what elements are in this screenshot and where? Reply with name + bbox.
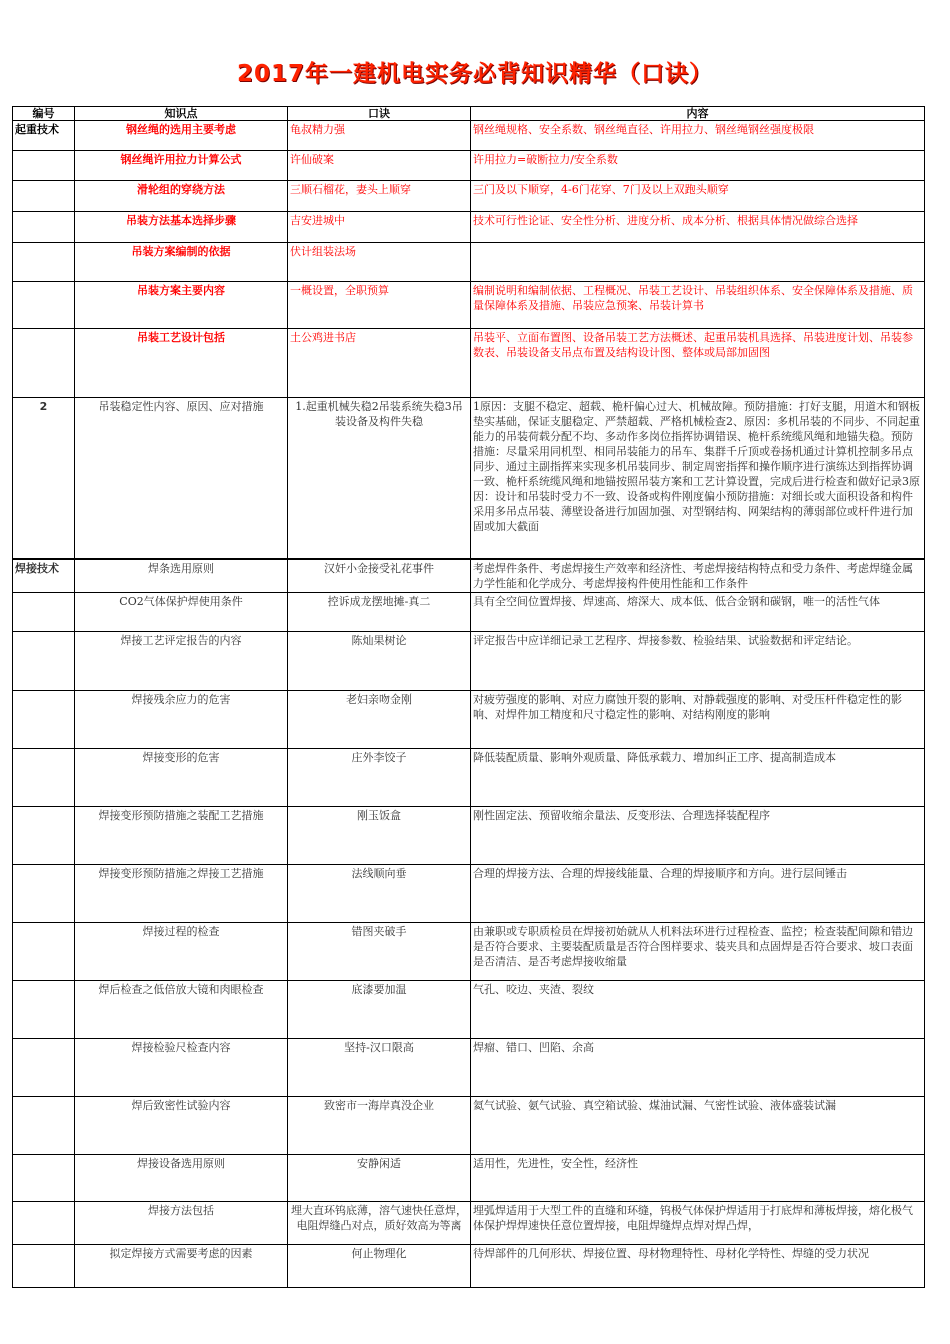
knowledge-point-cell: 焊接设备选用原则 <box>75 1154 288 1201</box>
mnemonic-cell: 刚玉饭盒 <box>288 806 471 864</box>
page-title: 2017年一建机电实务必背知识精华（口诀） <box>236 61 713 87</box>
row-number-cell <box>13 1154 75 1201</box>
row-number-cell <box>13 690 75 748</box>
content-cell: 钢丝绳规格、安全系数、钢丝绳直径、许用拉力、钢丝绳钢丝强度极限 <box>471 121 925 151</box>
row-number-cell <box>13 151 75 181</box>
row-number-cell <box>13 980 75 1038</box>
knowledge-point-cell: 焊接变形的危害 <box>75 748 288 806</box>
table-row <box>13 329 925 398</box>
table-row <box>13 1038 925 1096</box>
table-row <box>13 922 925 980</box>
knowledge-point-cell: 钢丝绳许用拉力计算公式 <box>75 151 288 181</box>
table-row <box>13 1154 925 1201</box>
table-row <box>13 748 925 806</box>
content-cell: 考虑焊件条件、考虑焊接生产效率和经济性、考虑焊接结构特点和受力条件、考虑焊缝金属力学性能和化学成分、考虑焊接构件使用性能和工作条件 <box>471 559 925 593</box>
knowledge-point-cell: 吊装方案编制的依据 <box>75 243 288 282</box>
mnemonic-cell: 安静闲适 <box>288 1154 471 1201</box>
content-cell: 焊瘤、错口、凹陷、余高 <box>471 1038 925 1096</box>
content-cell: 埋弧焊适用于大型工件的直缝和环缝，钨极气体保护焊适用于打底焊和薄板焊接，熔化极气体保护焊焊速快任意位置焊接，电阻焊缝焊点焊对焊凸焊， <box>471 1201 925 1244</box>
table-row <box>13 690 925 748</box>
mnemonic-cell: 许仙破案 <box>288 151 471 181</box>
knowledge-point-cell: 焊接方法包括 <box>75 1201 288 1244</box>
knowledge-point-cell: 滑轮组的穿绕方法 <box>75 181 288 212</box>
mnemonic-cell: 坚持-汉口限高 <box>288 1038 471 1096</box>
table-row <box>13 559 925 593</box>
row-number-cell <box>13 1244 75 1287</box>
table-row <box>13 212 925 243</box>
knowledge-point-cell: 吊装工艺设计包括 <box>75 329 288 398</box>
row-number-cell <box>13 181 75 212</box>
content-cell: 具有全空间位置焊接、焊速高、熔深大、成本低、低合金钢和碳钢，唯一的活性气体 <box>471 592 925 631</box>
content-cell <box>471 243 925 282</box>
row-number-cell <box>13 1201 75 1244</box>
header-content: 内容 <box>471 107 925 121</box>
knowledge-point-cell: 焊接过程的检查 <box>75 922 288 980</box>
content-cell: 1原因：支腿不稳定、超载、桅杆偏心过大、机械故障。预防措施：打好支腿，用道木和钢板垫实基础，保证支腿稳定、严禁超载、严格机械检查2、原因：多机吊装的不同步、不同起重能力的吊装荷载分配不均、多动作多岗位指挥协调错误、桅杆系统缆风绳和地锚失稳。预防措施：尽量采用同机型、相同吊装能力的吊车、集群千斤顶或卷扬机通过计算机控制多吊点同步、通过主副指挥来实现多机吊装同步、制定周密指挥和操作顺序进行演练达到指挥协调一致、桅杆系统缆风绳和地锚按照吊装方案和工艺计算设置，完成后进行检查和做好记录3原因：设计和吊装时受力不一致、设备或构件刚度偏小预防措施：对细长或大面积设备和构件采用多吊点吊装、薄壁设备进行加固加强、对型钢结构、网架结构的薄弱部位或杆件进行加固或加大截面 <box>471 398 925 559</box>
table-row <box>13 1244 925 1287</box>
knowledge-point-cell: 焊后检查之低倍放大镜和肉眼检查 <box>75 980 288 1038</box>
content-cell: 对疲劳强度的影响、对应力腐蚀开裂的影响、对静载强度的影响、对受压杆件稳定性的影响、对焊件加工精度和尺寸稳定性的影响、对结构刚度的影响 <box>471 690 925 748</box>
content-cell: 由兼职或专职质检员在焊接初始就从人机料法环进行过程检查、监控；检查装配间隙和错边是否符合要求、主要装配质量是否符合图样要求、装夹具和点固焊是否符合要求、坡口表面是否清洁、是否考虑焊接收缩量 <box>471 922 925 980</box>
table-row <box>13 631 925 690</box>
table-row <box>13 181 925 212</box>
knowledge-point-cell: 焊接变形预防措施之装配工艺措施 <box>75 806 288 864</box>
content-cell: 待焊部件的几何形状、焊接位置、母材物理特性、母材化学特性、焊缝的受力状况 <box>471 1244 925 1287</box>
row-number-cell <box>13 748 75 806</box>
content-cell: 许用拉力=破断拉力/安全系数 <box>471 151 925 181</box>
table-row <box>13 864 925 922</box>
mnemonic-cell: 底漆要加温 <box>288 980 471 1038</box>
content-cell: 技术可行性论证、安全性分析、进度分析、成本分析、根据具体情况做综合选择 <box>471 212 925 243</box>
content-cell: 合理的焊接方法、合理的焊接线能量、合理的焊接顺序和方向。进行层间锤击 <box>471 864 925 922</box>
table-row <box>13 980 925 1038</box>
table-row <box>13 1201 925 1244</box>
row-number-cell <box>13 922 75 980</box>
mnemonic-cell: 1.起重机械失稳2吊装系统失稳3吊装设备及构件失稳 <box>288 398 471 559</box>
row-number-cell <box>13 806 75 864</box>
content-cell: 降低装配质量、影响外观质量、降低承载力、增加纠正工序、提高制造成本 <box>471 748 925 806</box>
knowledge-point-cell: 焊接变形预防措施之焊接工艺措施 <box>75 864 288 922</box>
row-number-cell <box>13 1096 75 1154</box>
table-row <box>13 121 925 151</box>
mnemonic-cell: 汉奸小金接受礼花事件 <box>288 559 471 593</box>
knowledge-point-cell: 焊接残余应力的危害 <box>75 690 288 748</box>
mnemonic-cell: 三顺石榴花，妻头上顺穿 <box>288 181 471 212</box>
row-number-cell: 焊接技术 <box>13 559 75 593</box>
row-number-cell: 2 <box>13 398 75 559</box>
header-row <box>13 107 925 121</box>
content-cell: 气孔、咬边、夹渣、裂纹 <box>471 980 925 1038</box>
mnemonic-cell: 何止物理化 <box>288 1244 471 1287</box>
mnemonic-cell: 吉安进城中 <box>288 212 471 243</box>
content-cell: 氦气试验、氨气试验、真空箱试验、煤油试漏、气密性试验、液体盛装试漏 <box>471 1096 925 1154</box>
knowledge-point-cell: 焊条选用原则 <box>75 559 288 593</box>
mnemonic-cell: 错图夹破手 <box>288 922 471 980</box>
row-number-cell <box>13 212 75 243</box>
mnemonic-cell: 控诉成龙摆地摊-真二 <box>288 592 471 631</box>
knowledge-point-cell: CO2气体保护焊使用条件 <box>75 592 288 631</box>
knowledge-point-cell: 吊装稳定性内容、原因、应对措施 <box>75 398 288 559</box>
row-number-cell <box>13 592 75 631</box>
mnemonic-cell: 陈灿果树论 <box>288 631 471 690</box>
header-knowledge-point: 知识点 <box>75 107 288 121</box>
knowledge-point-cell: 钢丝绳的选用主要考虑 <box>75 121 288 151</box>
knowledge-point-cell: 吊装方案主要内容 <box>75 282 288 329</box>
table-row <box>13 243 925 282</box>
table-row <box>13 592 925 631</box>
table-row <box>13 806 925 864</box>
content-cell: 适用性，先进性，安全性，经济性 <box>471 1154 925 1201</box>
mnemonic-cell: 法线顺向垂 <box>288 864 471 922</box>
mnemonic-cell: 致密市一海岸真没企业 <box>288 1096 471 1154</box>
row-number-cell <box>13 1038 75 1096</box>
table-row <box>13 398 925 559</box>
knowledge-point-cell: 拟定焊接方式需要考虑的因素 <box>75 1244 288 1287</box>
mnemonic-cell: 老妇亲吻金刚 <box>288 690 471 748</box>
row-number-cell: 起重技术 <box>13 121 75 151</box>
row-number-cell <box>13 631 75 690</box>
knowledge-point-cell: 焊接工艺评定报告的内容 <box>75 631 288 690</box>
row-number-cell <box>13 329 75 398</box>
mnemonic-cell: 埋大直环钨底薄，溶气速快任意焊，电阻焊缝凸对点，质好效高为等离 <box>288 1201 471 1244</box>
row-number-cell <box>13 282 75 329</box>
row-number-cell <box>13 243 75 282</box>
knowledge-point-cell: 焊接检验尺检查内容 <box>75 1038 288 1096</box>
header-mnemonic: 口诀 <box>288 107 471 121</box>
row-number-cell <box>13 864 75 922</box>
mnemonic-cell: 伏计组装法场 <box>288 243 471 282</box>
header-num: 编号 <box>13 107 75 121</box>
mnemonic-cell: 龟叔精力强 <box>288 121 471 151</box>
content-cell: 编制说明和编制依据、工程概况、吊装工艺设计、吊装组织体系、安全保障体系及措施、质量保障体系及措施、吊装应急预案、吊装计算书 <box>471 282 925 329</box>
knowledge-point-cell: 焊后致密性试验内容 <box>75 1096 288 1154</box>
mnemonic-cell: 土公鸡进书店 <box>288 329 471 398</box>
knowledge-point-cell: 吊装方法基本选择步骤 <box>75 212 288 243</box>
content-cell: 吊装平、立面布置图、设备吊装工艺方法概述、起重吊装机具选择、吊装进度计划、吊装参数表、吊装设备支吊点布置及结构设计图、整体或局部加固图 <box>471 329 925 398</box>
mnemonic-cell: 庄外李饺子 <box>288 748 471 806</box>
mnemonic-cell: 一概设置，全职预算 <box>288 282 471 329</box>
table-row <box>13 282 925 329</box>
table-row <box>13 151 925 181</box>
table-row <box>13 1096 925 1154</box>
content-cell: 刚性固定法、预留收缩余量法、反变形法、合理选择装配程序 <box>471 806 925 864</box>
content-cell: 评定报告中应详细记录工艺程序、焊接参数、检验结果、试验数据和评定结论。 <box>471 631 925 690</box>
content-cell: 三门及以下顺穿，4-6门花穿、7门及以上双跑头顺穿 <box>471 181 925 212</box>
knowledge-table <box>12 106 925 1288</box>
